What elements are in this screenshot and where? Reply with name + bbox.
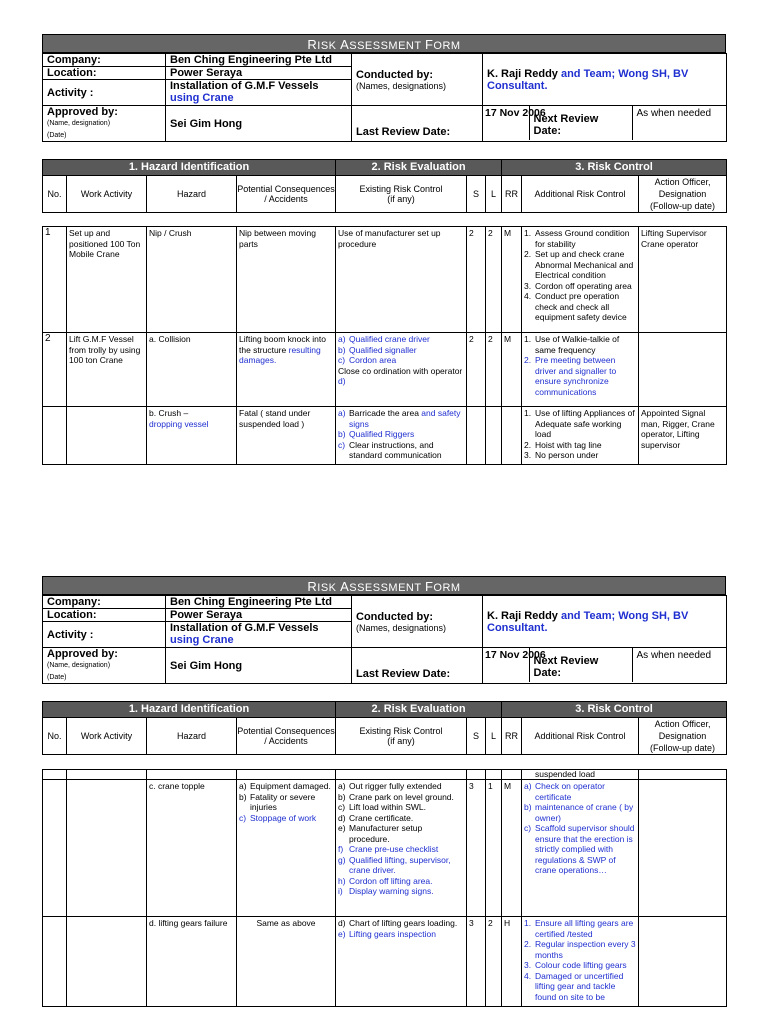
marker: b) [338, 791, 346, 802]
list-item [338, 792, 464, 803]
marker: a) [239, 781, 247, 791]
item-text: Cordon off lifting area. [349, 875, 433, 886]
activity-text-blue: using Crane [170, 634, 234, 646]
row-officer [639, 917, 727, 1007]
row-existing: Use of manufacturer set up procedure [336, 227, 467, 333]
section-risk-evaluation: 2. Risk Evaluation [336, 160, 502, 176]
review-date-value: 17 Nov 2006 [483, 106, 529, 140]
conducted-name: K. Raji Reddy [487, 609, 558, 622]
row-no [43, 770, 67, 780]
row-additional [522, 333, 639, 407]
approved-sub: (Name, designation) [47, 120, 111, 127]
review-date-value: 17 Nov 2006 [483, 648, 529, 682]
row-officer: Appointed Signal man, Rigger, Crane operator, Lifting supervisor [639, 407, 727, 465]
col-existing-b: (if any) [387, 194, 415, 204]
row-existing [336, 770, 467, 780]
approved-label [43, 106, 166, 142]
col-action-officer [639, 718, 727, 755]
marker: b) [338, 429, 346, 439]
item-text: Regular inspection every 3 months [535, 939, 636, 960]
row-rr [502, 407, 522, 465]
section-risk-control: 3. Risk Control [502, 702, 727, 718]
marker: h) [338, 875, 346, 886]
row-l [486, 407, 502, 465]
item-text: Hoist with tag line [535, 439, 602, 450]
list-item [524, 355, 636, 397]
title-part: F [424, 37, 434, 52]
row-hazard [147, 407, 237, 465]
item-text: Use of lifting Appliances of Adequate safe working load [535, 408, 635, 439]
hazard-text: b. Crush – [149, 408, 189, 418]
marker: 1. [524, 408, 532, 418]
approved-date-sub: (Date) [47, 674, 67, 681]
item-text: Qualified Riggers [349, 429, 415, 439]
list-item [338, 886, 464, 897]
list-item [524, 228, 636, 249]
item-text: maintenance of crane ( by owner) [535, 802, 634, 823]
review-dates [483, 106, 726, 140]
marker: f) [338, 844, 344, 854]
marker: 3. [524, 450, 532, 460]
approved-title: Approved by: [47, 106, 118, 118]
col-existing-control [336, 176, 467, 213]
marker: 2. [524, 439, 532, 450]
conducted-consultant: Consultant. [487, 79, 548, 92]
list-item [524, 823, 636, 876]
item-text: Cordon off operating area [535, 280, 632, 291]
col-rr: RR [502, 718, 522, 755]
item-text: Equipment damaged. [250, 781, 331, 791]
item-text: Barricade the area [349, 408, 422, 418]
item-text: Qualified lifting, supervisor, crane driver. [349, 854, 451, 875]
list-item [524, 281, 636, 292]
form-title [42, 576, 726, 595]
table-row [43, 780, 727, 917]
col-l: L [486, 176, 502, 213]
item-text: Crane certificate. [349, 812, 414, 823]
existing-plain: Close co ordination with operator [338, 365, 463, 376]
marker: 4. [524, 291, 532, 301]
conducted-consultant: Consultant. [487, 621, 548, 634]
row-s: 3 [467, 917, 486, 1007]
list-item [338, 345, 464, 356]
list-item [524, 450, 636, 461]
item-text: Check on operator certificate [535, 781, 605, 802]
list-item [524, 971, 636, 1003]
list-item [524, 802, 636, 823]
conducted-sub: (Names, designations) [356, 80, 447, 91]
row-no: 2 [43, 333, 67, 407]
col-hazard: Hazard [147, 176, 237, 213]
row-s [467, 407, 486, 465]
col-consequences: Potential Consequences / Accidents [237, 176, 336, 213]
row-l: 1 [486, 780, 502, 917]
row-hazard: d. lifting gears failure [147, 917, 237, 1007]
row-no [43, 407, 67, 465]
row-existing [336, 333, 467, 407]
row-no [43, 917, 67, 1007]
review-dates-cell [483, 648, 727, 684]
title-part: ORM [433, 582, 461, 594]
col-officer-b: Designation [658, 189, 707, 199]
row-existing [336, 917, 467, 1007]
list-item [524, 291, 636, 323]
item-text: Colour code lifting gears [535, 960, 627, 970]
conducted-label: Conducted by: [356, 610, 433, 623]
col-no: No. [43, 176, 67, 213]
row-s [467, 770, 486, 780]
list-item [338, 918, 464, 929]
row-s: 2 [467, 333, 486, 407]
title-part: SSESSMENT [349, 40, 425, 52]
item-text: Cordon area [349, 355, 397, 365]
col-existing-control [336, 718, 467, 755]
title-part: F [424, 579, 434, 594]
col-hazard: Hazard [147, 718, 237, 755]
list-item [338, 781, 464, 792]
title-part: R [307, 37, 318, 52]
item-text: Clear instructions, and standard communication [349, 439, 442, 460]
list-item [338, 855, 464, 876]
col-work-activity: Work Activity [67, 176, 147, 213]
marker: 2. [524, 355, 532, 365]
approved-title: Approved by: [47, 648, 118, 660]
row-l [486, 770, 502, 780]
marker: b) [239, 791, 247, 802]
list-item [338, 440, 464, 461]
table-row [43, 917, 727, 1007]
row-consequences [237, 770, 336, 780]
col-additional-control: Additional Risk Control [522, 176, 639, 213]
row-work [67, 780, 147, 917]
conducted-value [483, 54, 727, 106]
item-text: Qualified signaller [349, 344, 417, 355]
list-item [524, 249, 636, 281]
section-risk-control: 3. Risk Control [502, 160, 727, 176]
conducted-sub: (Names, designations) [356, 622, 447, 633]
list-item [524, 440, 636, 451]
title-part: ORM [433, 40, 461, 52]
marker: a) [338, 334, 346, 344]
list-item [524, 334, 636, 355]
row-officer: Lifting Supervisor Crane operator [639, 227, 727, 333]
form-title [42, 34, 726, 53]
item-text: Crane pre-use checklist [349, 844, 439, 854]
col-s: S [467, 176, 486, 213]
list-item [338, 876, 464, 887]
location-value: Power Seraya [166, 67, 352, 80]
marker: c) [524, 823, 532, 833]
row-additional [522, 917, 639, 1007]
form-header-2 [42, 576, 726, 684]
marker: b) [524, 802, 532, 812]
row-work: Lift G.M.F Vessel from trolly by using 100 ton Crane [67, 333, 147, 407]
row-existing [336, 407, 467, 465]
list-item [524, 939, 636, 960]
item-text: Out rigger fully extended [349, 781, 442, 791]
list-item [338, 802, 464, 813]
review-dates [483, 648, 726, 682]
marker: 1. [524, 918, 532, 928]
company-label: Company: [43, 54, 166, 67]
next-review-value: As when needed [636, 108, 712, 119]
row-work [67, 407, 147, 465]
approved-sub: (Name, designation) [47, 662, 111, 669]
item-text: Display warning signs. [349, 886, 434, 896]
review-label: Last Review Date: [352, 106, 483, 142]
columns-table-2 [42, 701, 727, 755]
row-work: Set up and positioned 100 Ton Mobile Crane [67, 227, 147, 333]
company-value: Ben Ching Engineering Pte Ltd [166, 54, 352, 67]
section-risk-evaluation: 2. Risk Evaluation [336, 702, 502, 718]
item-text: Fatality or severe injuries [250, 791, 316, 812]
item-text: Stoppage of work [250, 812, 317, 823]
list-item [338, 355, 464, 366]
row-officer [639, 780, 727, 917]
title-part: ISK [317, 40, 341, 52]
item-text: Lifting gears inspection [349, 928, 436, 939]
location-value: Power Seraya [166, 609, 352, 622]
marker: d) [338, 812, 346, 823]
activity-text-blue: using Crane [170, 92, 234, 104]
next-review-value: As when needed [636, 650, 712, 661]
row-consequences: Same as above [237, 917, 336, 1007]
list-item [524, 408, 636, 440]
row-consequences [237, 780, 336, 917]
activity-value [166, 80, 352, 106]
col-officer-a: Action Officer, [654, 177, 711, 187]
conducted-name: K. Raji Reddy [487, 67, 558, 80]
next-review-label: Next Review Date: [529, 648, 632, 682]
review-dates-cell [483, 106, 727, 142]
row-s: 3 [467, 780, 486, 917]
approved-label [43, 648, 166, 684]
col-no: No. [43, 718, 67, 755]
list-item [338, 844, 464, 855]
list-item [338, 823, 464, 844]
marker: a) [338, 781, 346, 791]
item-text: No person under [535, 450, 599, 460]
cons-text-blue: resulting damages. [239, 344, 321, 365]
row-consequences [237, 333, 336, 407]
title-part: A [340, 37, 350, 52]
activity-value [166, 622, 352, 648]
list-item [338, 929, 464, 940]
row-hazard: Nip / Crush [147, 227, 237, 333]
row-consequences: Fatal ( stand under suspended load ) [237, 407, 336, 465]
row-rr: M [502, 227, 522, 333]
item-text: Assess Ground condition for stability [535, 228, 630, 249]
marker: a) [524, 781, 532, 791]
marker: c) [338, 439, 346, 450]
marker: a) [338, 408, 346, 418]
table-row [43, 333, 727, 407]
row-l: 2 [486, 917, 502, 1007]
risk-table-2 [42, 769, 727, 1007]
row-no: 1 [43, 227, 67, 333]
activity-text: Installation of G.M.F Vessels [170, 80, 319, 92]
col-officer-a: Action Officer, [654, 719, 711, 729]
risk-table-1 [42, 226, 727, 465]
list-item [338, 334, 464, 345]
list-item [239, 792, 333, 813]
row-additional [522, 407, 639, 465]
activity-text: Installation of G.M.F Vessels [170, 622, 319, 634]
row-consequences: Nip between moving parts [237, 227, 336, 333]
row-l: 2 [486, 333, 502, 407]
row-work [67, 917, 147, 1007]
title-part: A [340, 579, 350, 594]
col-officer-b: Designation [658, 731, 707, 741]
item-text: Lift load within SWL. [349, 802, 427, 812]
conducted-cell [352, 54, 483, 106]
marker: 3. [524, 280, 532, 291]
existing-d: d) [338, 376, 346, 386]
title-part: SSESSMENT [349, 582, 425, 594]
form-info-table [42, 595, 727, 684]
row-additional: suspended load [522, 770, 639, 780]
marker: 4. [524, 970, 532, 981]
list-item [338, 429, 464, 440]
row-existing [336, 780, 467, 917]
item-text: Conduct pre operation check and check all equipment safety device [535, 291, 627, 322]
list-item [338, 408, 464, 429]
form-header-1 [42, 34, 726, 142]
list-item [239, 813, 333, 824]
conducted-value [483, 596, 727, 648]
hazard-text-blue: dropping vessel [149, 418, 209, 429]
row-hazard [147, 770, 237, 780]
columns-table-1 [42, 159, 727, 213]
item-text: Use of Walkie-talkie of same frequency [535, 334, 620, 355]
col-rr: RR [502, 176, 522, 213]
marker: g) [338, 854, 346, 865]
list-item [524, 781, 636, 802]
conducted-team: and Team; Wong SH, BV [557, 609, 689, 622]
item-text: Chart of lifting gears loading. [349, 918, 458, 928]
row-work [67, 770, 147, 780]
item-text: Manufacturer setup procedure. [349, 823, 423, 844]
row-officer [639, 333, 727, 407]
table-row [43, 407, 727, 465]
row-additional [522, 227, 639, 333]
marker: 1. [524, 334, 532, 344]
marker: c) [239, 812, 247, 823]
row-l: 2 [486, 227, 502, 333]
col-s: S [467, 718, 486, 755]
title-part: ISK [317, 582, 341, 594]
location-label: Location: [43, 67, 166, 80]
item-text: Ensure all lifting gears are certified /tested [535, 918, 634, 939]
col-action-officer [639, 176, 727, 213]
review-label: Last Review Date: [352, 648, 483, 684]
item-text: Crane park on level ground. [349, 791, 454, 802]
col-work-activity: Work Activity [67, 718, 147, 755]
section-hazard-identification: 1. Hazard Identification [43, 702, 336, 718]
item-text: Scaffold supervisor should ensure that the erection is strictly complied with regulations & SWP of crane operations… [535, 823, 635, 875]
col-consequences: Potential Consequences / Accidents [237, 718, 336, 755]
location-label: Location: [43, 609, 166, 622]
col-officer-c: (Follow-up date) [650, 743, 716, 753]
col-existing-b: (if any) [387, 736, 415, 746]
company-label: Company: [43, 596, 166, 609]
row-rr: M [502, 780, 522, 917]
row-additional [522, 780, 639, 917]
item-text: Qualified crane driver [349, 334, 430, 344]
marker: b) [338, 344, 346, 355]
col-additional-control: Additional Risk Control [522, 718, 639, 755]
activity-label: Activity : [43, 622, 166, 648]
company-value: Ben Ching Engineering Pte Ltd [166, 596, 352, 609]
col-existing-a: Existing Risk Control [359, 184, 443, 194]
approved-value: Sei Gim Hong [166, 648, 352, 684]
list-item [338, 813, 464, 824]
marker: d) [338, 918, 346, 928]
marker: 2. [524, 939, 532, 949]
marker: c) [338, 355, 346, 365]
activity-label: Activity : [43, 80, 166, 106]
row-rr: M [502, 333, 522, 407]
conducted-cell [352, 596, 483, 648]
list-item [239, 781, 333, 792]
row-hazard: c. crane topple [147, 780, 237, 917]
item-text-blue: and safety signs [349, 408, 461, 429]
marker: 2. [524, 249, 532, 259]
marker: 1. [524, 228, 532, 238]
section-hazard-identification: 1. Hazard Identification [43, 160, 336, 176]
table-row [43, 770, 727, 780]
row-officer [639, 770, 727, 780]
col-officer-c: (Follow-up date) [650, 201, 716, 211]
cons-text: Lifting boom knock into the structure [239, 334, 326, 355]
conducted-team: and Team; Wong SH, BV [557, 67, 689, 80]
list-item [524, 918, 636, 939]
next-review-label: Next Review Date: [529, 106, 632, 140]
item-text: Set up and check crane Abnormal Mechanical and Electrical condition [535, 249, 634, 280]
row-s: 2 [467, 227, 486, 333]
marker: c) [338, 802, 346, 812]
conducted-label: Conducted by: [356, 68, 433, 81]
col-l: L [486, 718, 502, 755]
col-existing-a: Existing Risk Control [359, 726, 443, 736]
marker: 3. [524, 960, 532, 970]
approved-value: Sei Gim Hong [166, 106, 352, 142]
form-info-table [42, 53, 727, 142]
approved-date-sub: (Date) [47, 132, 67, 139]
marker: e) [338, 823, 346, 833]
marker: e) [338, 928, 346, 939]
row-rr [502, 770, 522, 780]
row-rr: H [502, 917, 522, 1007]
row-hazard: a. Collision [147, 333, 237, 407]
item-text: Pre meeting between driver and signaller to ensure synchronize communications [535, 355, 617, 397]
table-row [43, 227, 727, 333]
list-item [524, 960, 636, 971]
title-part: R [307, 579, 318, 594]
row-no [43, 780, 67, 917]
item-text: Damaged or uncertified lifting gear and tackle found on site to be [535, 970, 624, 1002]
marker: i) [338, 886, 343, 896]
